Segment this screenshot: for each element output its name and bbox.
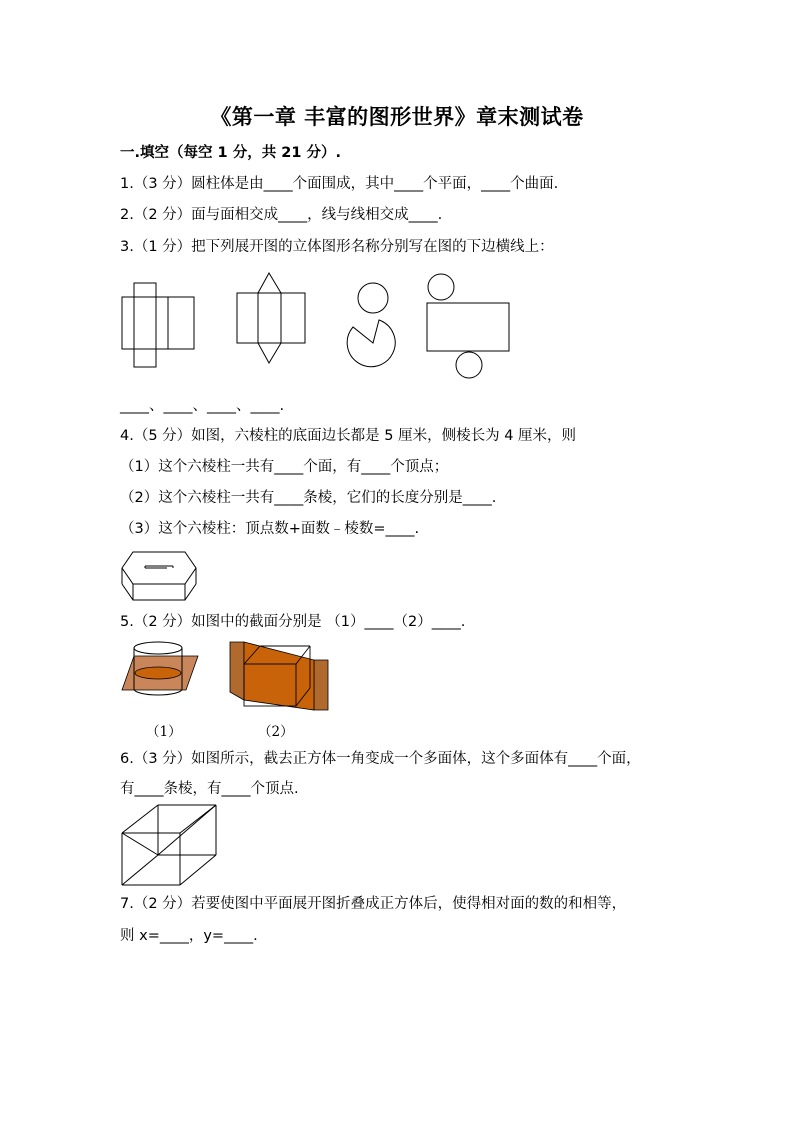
net-cylinder-figure: [426, 273, 512, 381]
page-title: 《第一章 丰富的图形世界》章末测试卷: [210, 105, 584, 129]
section-heading: 一.填空（每空 1 分，共 21 分）.: [120, 145, 341, 161]
cylinder-cross-section-figure: [120, 640, 200, 698]
question-3-answer-blanks: ____、____、____、____.: [120, 398, 285, 414]
question-4-part-2: （2）这个六棱柱一共有____条棱，它们的长度分别是____.: [120, 490, 497, 506]
question-7-line-1: 7.（2 分）若要使图中平面展开图折叠成正方体后，使得相对面的数的和相等，: [120, 896, 627, 912]
question-5: 5.（2 分）如图中的截面分别是 （1）____（2）____.: [120, 614, 466, 630]
caption-figure-1: （1）: [146, 724, 182, 740]
question-7-line-2: 则 x=____，y=____.: [120, 928, 258, 944]
hexagonal-prism-figure: [121, 548, 197, 604]
question-1: 1.（3 分）圆柱体是由____个面围成，其中____个平面，____个曲面.: [120, 176, 559, 192]
question-4-part-1: （1）这个六棱柱一共有____个面，有____个顶点；: [120, 459, 449, 475]
truncated-cube-figure: [120, 803, 218, 887]
question-6-line-2: 有____条棱，有____个顶点.: [120, 781, 299, 797]
net-cuboid-figure: [120, 283, 196, 367]
caption-figure-2: （2）: [258, 724, 294, 740]
cube-cross-section-figure: [230, 642, 328, 710]
net-cone-figure: [346, 282, 400, 368]
question-4: 4.（5 分）如图，六棱柱的底面边长都是 5 厘米，侧棱长为 4 厘米，则: [120, 428, 577, 444]
question-2: 2.（2 分）面与面相交成____，线与线相交成____.: [120, 207, 443, 223]
question-3: 3.（1 分）把下列展开图的立体图形名称分别写在图的下边横线上：: [120, 239, 554, 255]
net-triangular-prism-figure: [236, 272, 306, 364]
question-6-line-1: 6.（3 分）如图所示，截去正方体一角变成一个多面体，这个多面体有____个面，: [120, 751, 641, 767]
question-4-part-3: （3）这个六棱柱：顶点数+面数﹣棱数=____.: [120, 521, 420, 537]
